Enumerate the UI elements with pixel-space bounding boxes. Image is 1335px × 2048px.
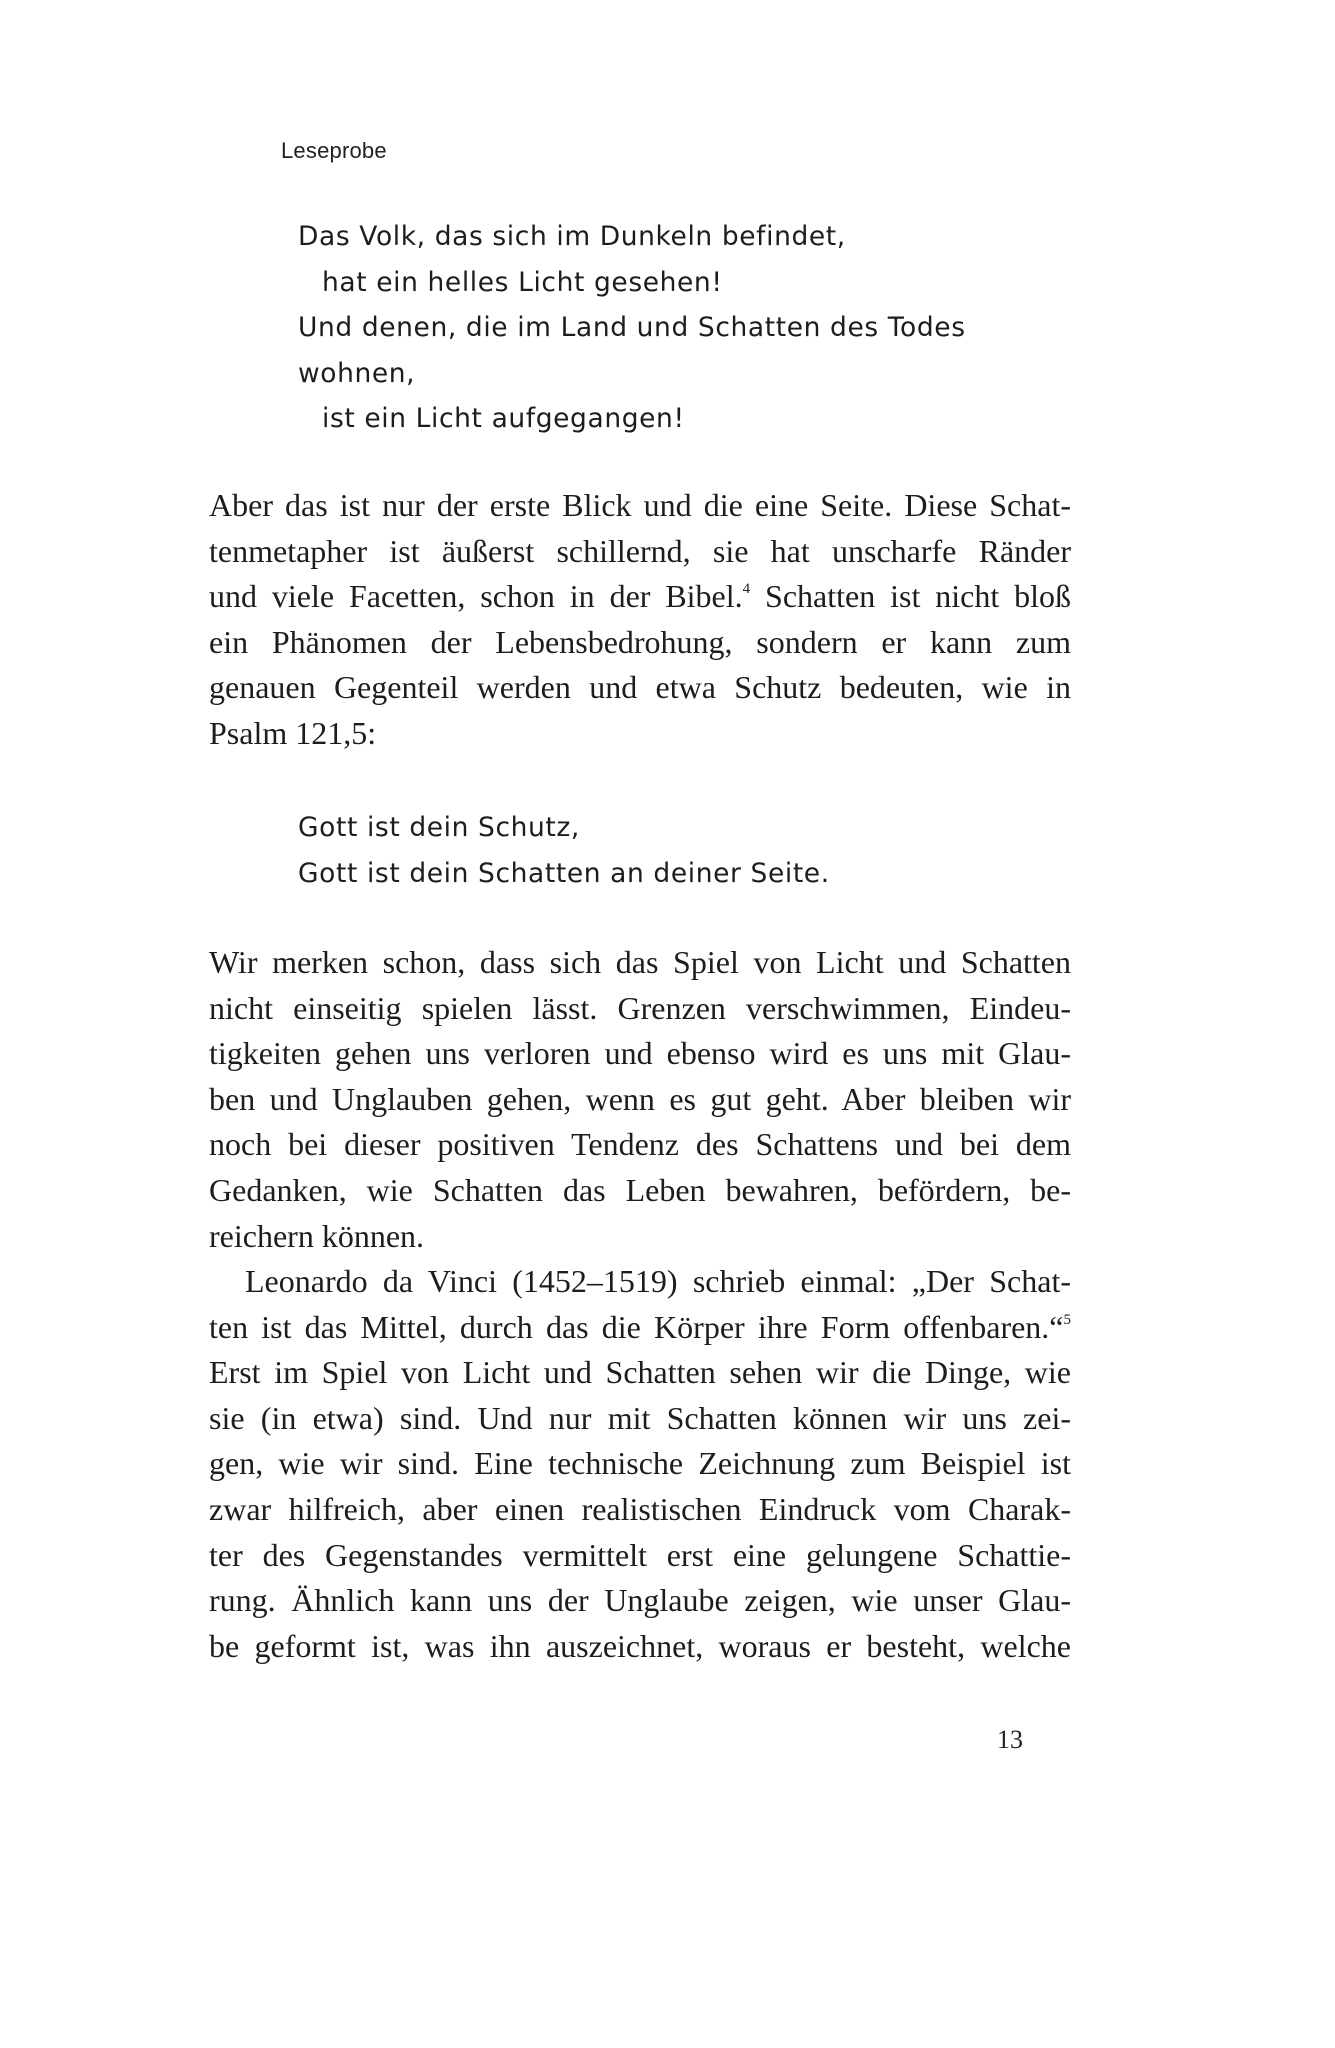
paragraph-line: noch bei dieser positiven Tendenz des Schattens und bei dem: [209, 1126, 1071, 1163]
scripture-quote-psalm: [298, 805, 830, 896]
paragraph-line: Erst im Spiel von Licht und Schatten sehen wir die Dinge, wie: [209, 1354, 1071, 1391]
scripture-quote-isaiah: [298, 214, 966, 442]
quote-line: Das Volk, das sich im Dunkeln befindet,: [298, 221, 846, 252]
paragraph-line: Leonardo da Vinci (1452–1519) schrieb einmal: „Der Schat-: [245, 1263, 1071, 1299]
footnote-marker: 5: [1063, 1311, 1071, 1328]
paragraph-shadow-metaphor: [209, 483, 1071, 757]
paragraph-line: Wir merken schon, dass sich das Spiel von Licht und Schatten: [209, 944, 1071, 980]
paragraph-line: ein Phänomen der Lebensbedrohung, sondern er kann zum: [209, 623, 1071, 660]
line-text: ten ist das Mittel, durch das die Körper ihre Form offenbaren.“: [209, 1308, 1064, 1345]
paragraph-line: ben und Unglauben gehen, wenn es gut geht. Aber bleiben wir: [209, 1080, 1071, 1117]
paragraph-line: genauen Gegenteil werden und etwa Schutz bedeuten, wie in: [209, 669, 1071, 706]
quote-line: Gott ist dein Schatten an deiner Seite.: [298, 857, 830, 889]
footnote-marker: 4: [742, 581, 751, 598]
paragraph-line: Psalm 121,5:: [209, 714, 377, 751]
quote-line: Gott ist dein Schutz,: [298, 812, 580, 843]
paragraph-line: [209, 1305, 1071, 1351]
paragraph-line: rung. Ähnlich kann uns der Unglaube zeigen, wie unser Glau-: [209, 1582, 1071, 1619]
line-text: und viele Facetten, schon in der Bibel.: [209, 578, 743, 615]
paragraph-line: [209, 574, 1071, 620]
paragraph-line: tigkeiten gehen uns verloren und ebenso wird es uns mit Glau-: [209, 1035, 1071, 1072]
page-number: 13: [997, 1725, 1023, 1754]
quote-line: wohnen,: [298, 357, 416, 389]
paragraph-line: Aber das ist nur der erste Blick und die eine Seite. Diese Schat-: [209, 487, 1071, 523]
paragraph-line: ter des Gegenstandes vermittelt erst eine gelungene Schattie-: [209, 1536, 1071, 1573]
paragraph-line: zwar hilfreich, aber einen realistischen Eindruck vom Charak-: [209, 1490, 1071, 1527]
paragraph-line: nicht einseitig spielen lässt. Grenzen verschwimmen, Eindeu-: [209, 989, 1071, 1026]
paragraph-light-and-shadow: [209, 940, 1071, 1259]
quote-line: ist ein Licht aufgegangen!: [322, 403, 685, 434]
line-text: Schatten ist nicht bloß: [750, 578, 1072, 615]
paragraph-leonardo: [209, 1259, 1071, 1669]
paragraph-line: be geformt ist, was ihn auszeichnet, woraus er besteht, welche: [209, 1627, 1071, 1664]
paragraph-line: Gedanken, wie Schatten das Leben bewahren, befördern, be-: [209, 1171, 1071, 1208]
running-header: Leseprobe: [281, 138, 387, 163]
paragraph-line: gen, wie wir sind. Eine technische Zeichnung zum Beispiel ist: [209, 1445, 1071, 1482]
quote-line: hat ein helles Licht gesehen!: [322, 266, 723, 298]
quote-line: Und denen, die im Land und Schatten des Todes: [298, 312, 966, 343]
paragraph-line: reichern können.: [209, 1217, 425, 1254]
paragraph-line: tenmetapher ist äußerst schillernd, sie hat unscharfe Ränder: [209, 532, 1071, 569]
paragraph-line: sie (in etwa) sind. Und nur mit Schatten können wir uns zei-: [209, 1399, 1071, 1436]
